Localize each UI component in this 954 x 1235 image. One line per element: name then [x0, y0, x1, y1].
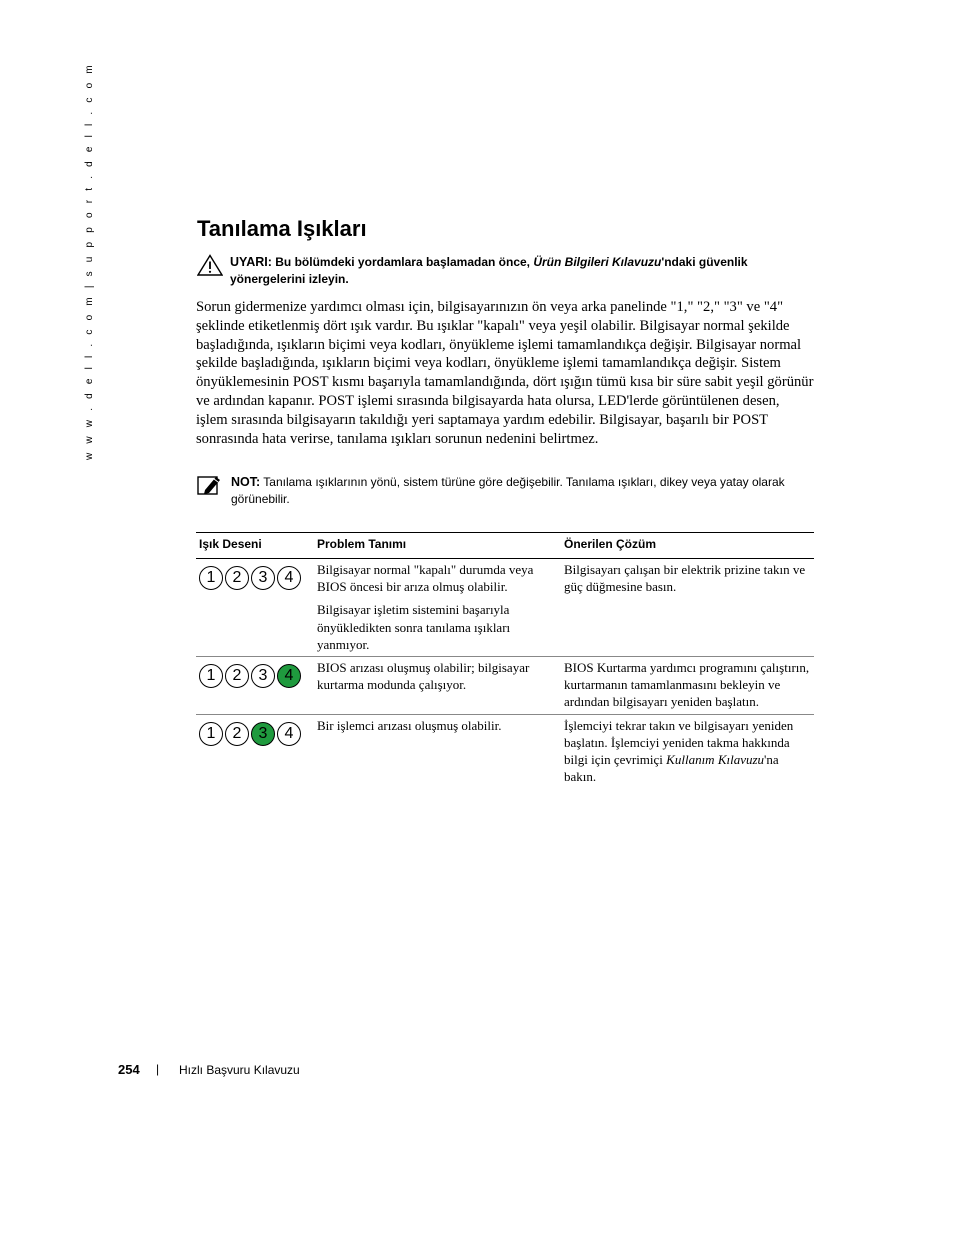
diagnostic-light: 1: [199, 722, 223, 746]
warning-text-after: 'ndaki güvenlik yönergelerini izleyin.: [230, 255, 748, 286]
page-title: Tanılama Işıkları: [197, 216, 367, 241]
warning-triangle-icon: [197, 254, 223, 276]
problem-text: Bir işlemci arızası oluşmuş olabilir.: [317, 717, 502, 733]
light-pattern: [199, 664, 311, 688]
solution-cell: [561, 559, 814, 657]
warning-label: UYARI:: [230, 255, 272, 269]
light-pattern-cell: [196, 657, 314, 715]
diagnostic-light: 1: [199, 566, 223, 590]
page-number: 254: [118, 1062, 140, 1077]
header-problem: Problem Tanımı: [314, 533, 561, 559]
problem-text: Bilgisayar işletim sistemini başarıyla önyükledikten sonra tanılama ışıkları yanmıyor.: [317, 602, 511, 652]
light-pattern-cell: [196, 559, 314, 657]
warning-block: [197, 254, 817, 288]
warning-text-before: Bu bölümdeki yordamlara başlamadan önce,: [275, 255, 534, 269]
diagnostic-light: 4: [277, 722, 301, 746]
header-solution: Önerilen Çözüm: [561, 533, 814, 559]
solution-text-before: İşlemciyi tekrar takın ve bilgisayarı yeniden başlatın. İşlemciyi yeniden takma hakkında bilgi için çevrimiçi: [564, 717, 794, 768]
table-row: [196, 559, 814, 657]
problem-text: BIOS arızası oluşmuş olabilir; bilgisayar kurtarma modunda çalışıyor.: [317, 660, 530, 693]
header-light-pattern: Işık Deseni: [196, 533, 314, 559]
table-row: [196, 714, 814, 788]
diagnostic-light: 2: [225, 566, 249, 590]
solution-text-after: 'na bakın.: [564, 752, 779, 785]
diagnostic-light: 3: [251, 566, 275, 590]
note-text: [231, 474, 815, 508]
warning-italic: Ürün Bilgileri Kılavuzu: [533, 255, 662, 269]
diagnostic-light: 3: [251, 664, 275, 688]
solution-cell: [561, 714, 814, 788]
diagnostic-light: 4: [277, 566, 301, 590]
problem-cell: [314, 714, 561, 788]
solution-text: [564, 717, 811, 786]
note-pencil-icon: [197, 474, 221, 496]
page-footer: [118, 1062, 300, 1077]
solution-text: Bilgisayarı çalışan bir elektrik prizine takın ve güç düğmesine basın.: [564, 562, 806, 595]
note-body: Tanılama ışıklarının yönü, sistem türüne göre değişebilir. Tanılama ışıkları, dikey veya yatay olarak görünebilir.: [231, 475, 785, 506]
table-row: [196, 657, 814, 715]
footer-separator: |: [156, 1062, 160, 1076]
solution-italic: Kullanım Kılavuzu: [666, 752, 765, 768]
table-header-row: [196, 533, 814, 559]
sidebar-url: w w w . d e l l . c o m | s u p p o r t . d e l l . c o m: [84, 62, 95, 460]
diagnostic-light: 1: [199, 664, 223, 688]
body-paragraph: Sorun gidermenize yardımcı olması için, bilgisayarınızın ön veya arka panelinde "1," "2," "3" ve "4" şeklinde etiketlenmiş dört ışık vardır. Bu ışıklar "kapalı" veya yeşil olabilir. Bilgisayar normal şekilde başladığında, ışıkların biçimi veya kodları, önyükleme işlemi tamamlandıkça değişir. Bilgisayar normal şekilde başladığında, ışıkların biçimi veya kodları, önyükleme işlemi tamamlandıkça değişir. Sistem önyüklemesinin POST kısmı başarıyla tamamlandığında, dört ışığın tümü kısa bir süre sabit yeşil görünür ve ardından kapanır. POST işlemi sırasında bilgisayarda hata olursa, LED'lerde görüntülenen desen, işlem sırasında bilgisayarın takıldığı yeri saptamaya yardım edebilir. Bilgisayar, başarılı bir POST sonrasında hata verirse, tanılama ışıkları sorunun nedenini belirtmez.: [196, 299, 814, 447]
note-block: [197, 474, 815, 508]
problem-cell: [314, 657, 561, 715]
diagnostic-light: 2: [225, 664, 249, 688]
note-label: NOT:: [231, 475, 261, 489]
solution-cell: [561, 657, 814, 715]
diagnostic-light: 3: [251, 722, 275, 746]
guide-title: Hızlı Başvuru Kılavuzu: [179, 1063, 300, 1077]
problem-text: Bilgisayar normal "kapalı" durumda veya BIOS öncesi bir arıza olmuş olabilir.: [317, 562, 534, 595]
warning-text: [230, 254, 817, 288]
light-pattern: [199, 566, 311, 590]
light-pattern: [199, 722, 311, 746]
problem-cell: [314, 559, 561, 657]
solution-text: BIOS Kurtarma yardımcı programını çalıştırın, kurtarmanın tamamlanmasını bekleyin ve ardından bilgisayarı yeniden başlatın.: [564, 660, 810, 710]
diagnostic-lights-table: [196, 532, 814, 788]
diagnostic-light: 4: [277, 664, 301, 688]
diagnostic-light: 2: [225, 722, 249, 746]
light-pattern-cell: [196, 714, 314, 788]
